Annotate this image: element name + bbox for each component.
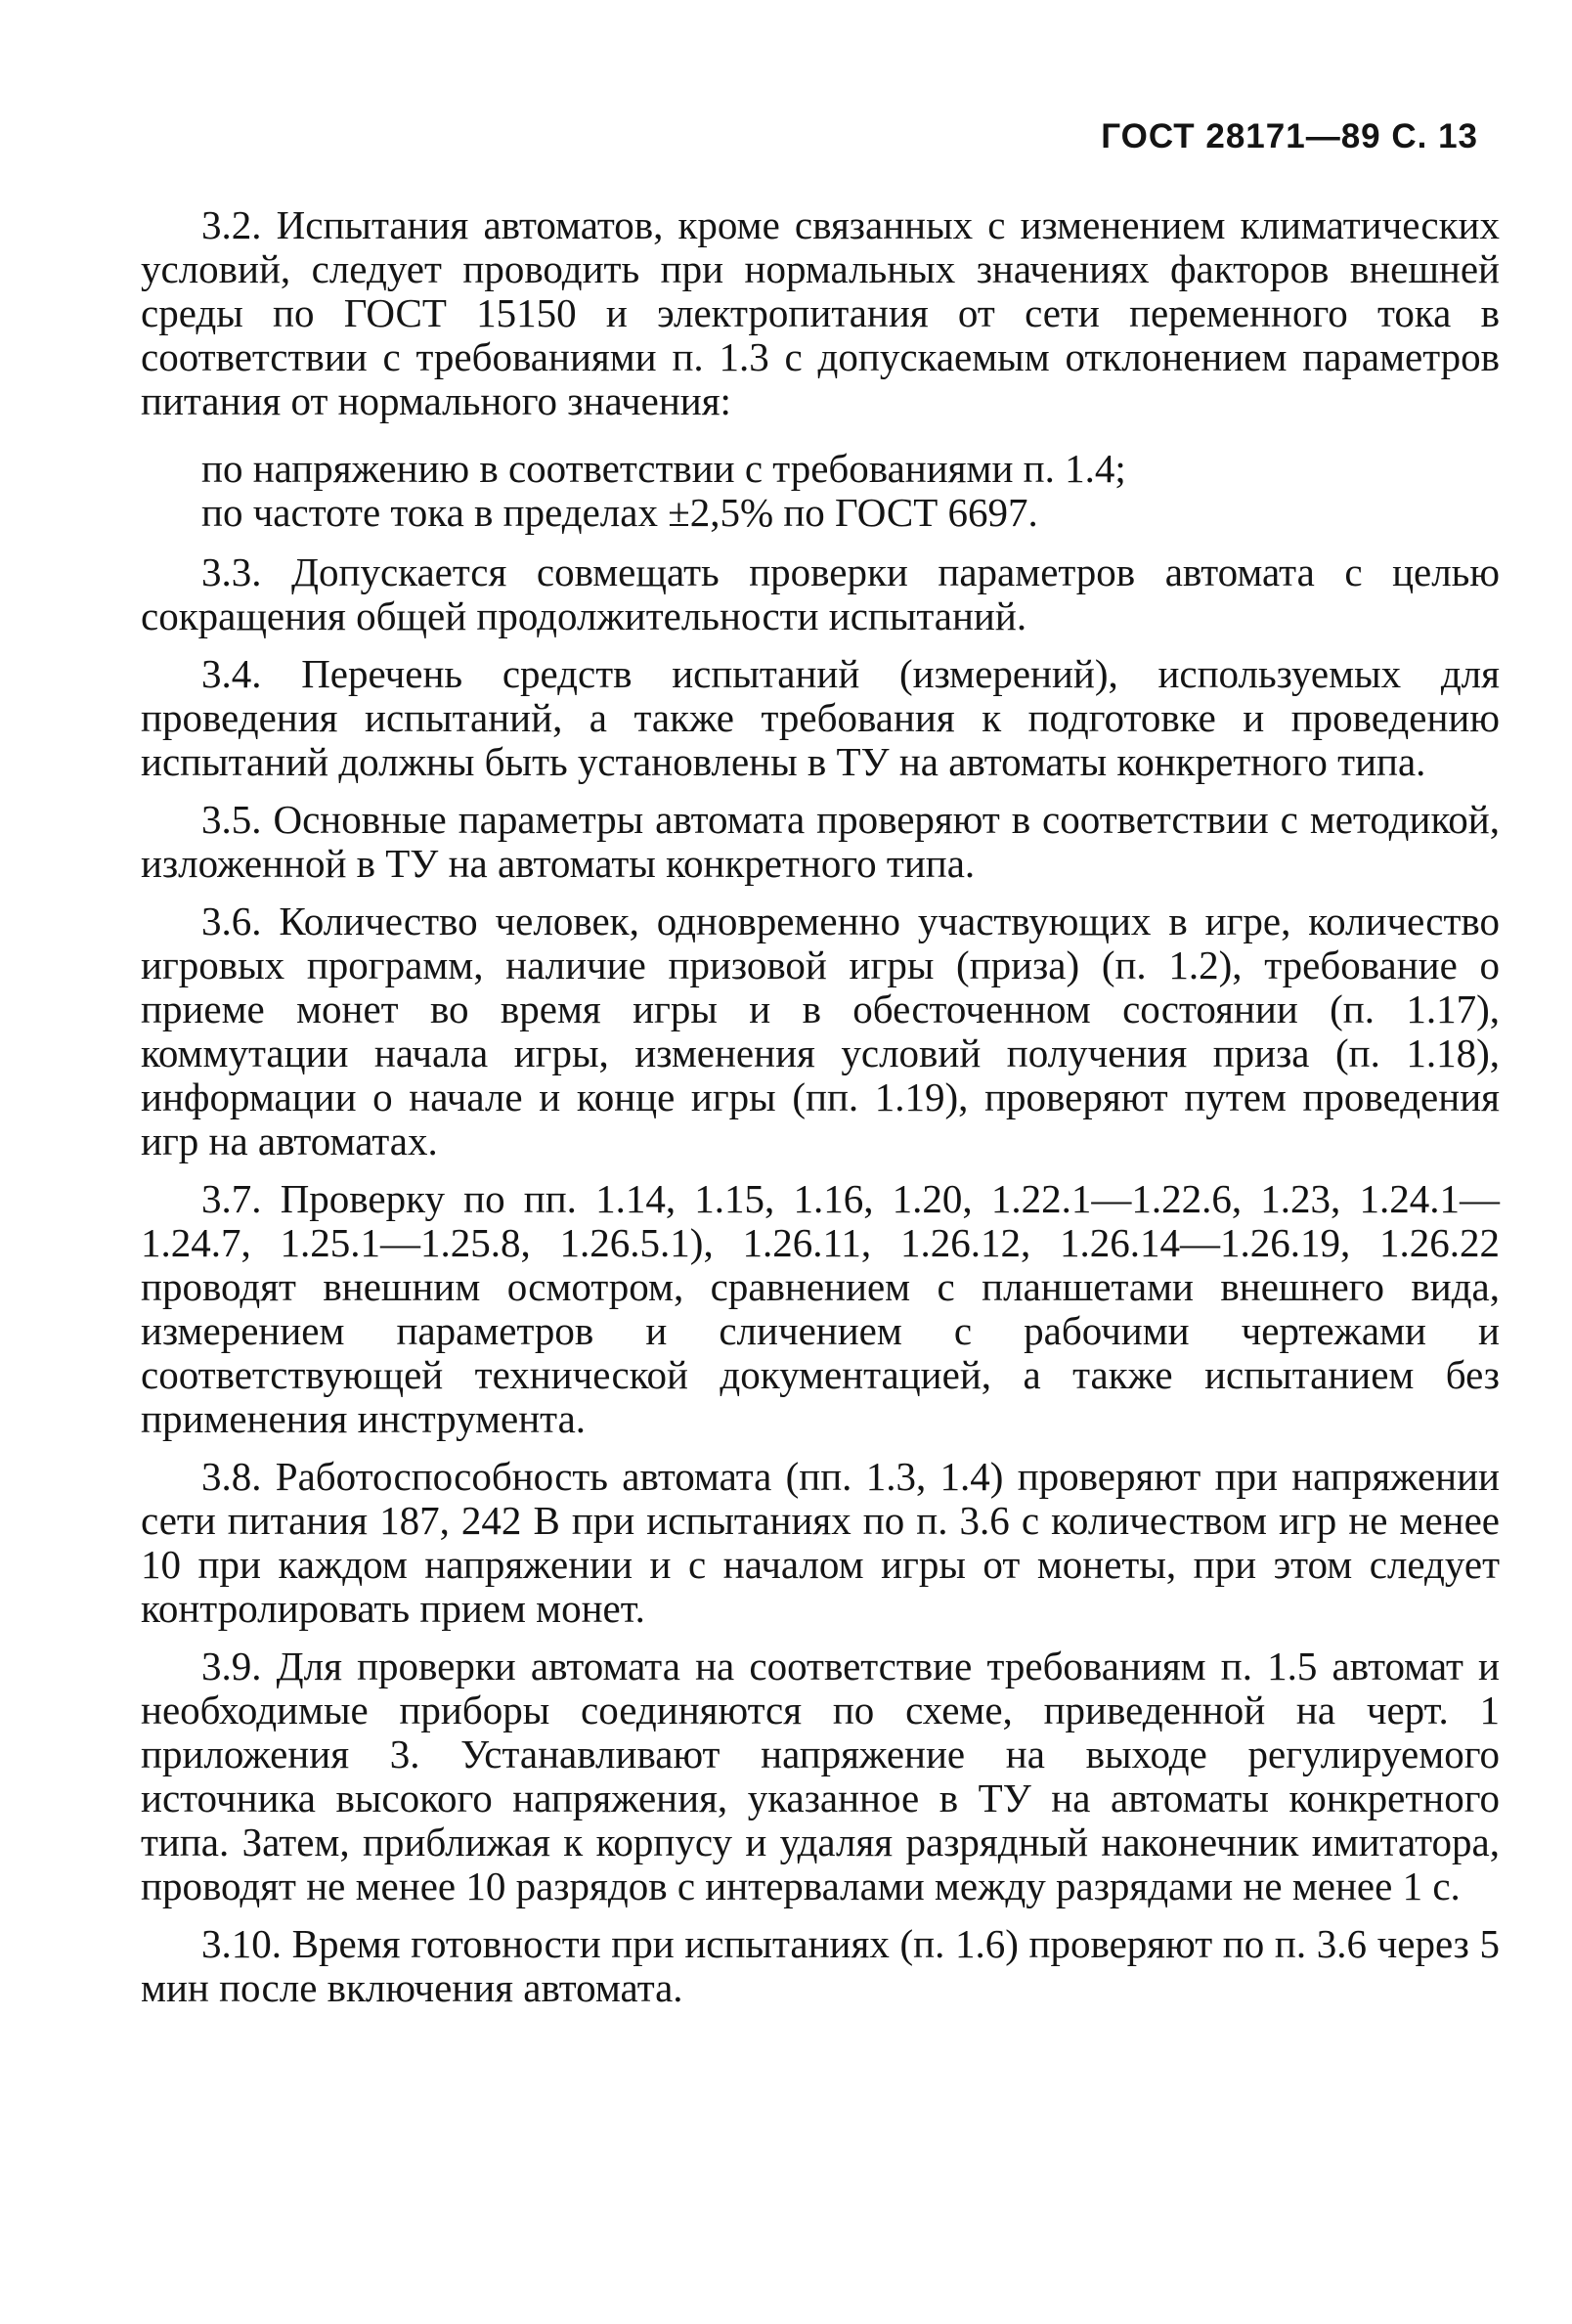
- paragraph-3-5: 3.5. Основные параметры автомата проверяют в соответствии с методикой, изложенной в ТУ на автоматы конкретного типа.: [141, 797, 1500, 886]
- paragraph-3-7: 3.7. Проверку по пп. 1.14, 1.15, 1.16, 1.20, 1.22.1—1.22.6, 1.23, 1.24.1—1.24.7, 1.25.1—1.25.8, 1.26.5.1), 1.26.11, 1.26.12, 1.26.14—1.26.19, 1.26.22 проводят внешним осмотром, сравнением с планшетами внешнего вида, измерением параметров и сличением с рабочими чертежами и соответствующей технической документацией, а также испытанием без применения инструмента.: [141, 1176, 1500, 1441]
- document-body: [141, 203, 1500, 2010]
- paragraph-3-2-voltage: по напряжению в соответствии с требованиями п. 1.4;: [201, 446, 1126, 491]
- paragraph-3-4: 3.4. Перечень средств испытаний (измерений), используемых для проведения испытаний, а также требования к подготовке и проведению испытаний должны быть установлены в ТУ на автоматы конкретного типа.: [141, 651, 1500, 784]
- paragraph-3-2-frequency: по частоте тока в пределах ±2,5% по ГОСТ 6697.: [201, 490, 1038, 535]
- paragraph-3-6: 3.6. Количество человек, одновременно участвующих в игре, количество игровых программ, наличие призовой игры (приза) (п. 1.2), требование о приеме монет во время игры и в обесточенном состоянии (п. 1.17), коммутации начала игры, изменения условий получения приза (п. 1.18), информации о начале и конце игры (пп. 1.19), проверяют путем проведения игр на автоматах.: [141, 899, 1500, 1163]
- paragraph-3-10: 3.10. Время готовности при испытаниях (п. 1.6) проверяют по п. 3.6 через 5 мин после включения автомата.: [141, 1921, 1500, 2010]
- page-header: ГОСТ 28171—89 С. 13: [1101, 117, 1478, 155]
- paragraph-3-9: 3.9. Для проверки автомата на соответствие требованиям п. 1.5 автомат и необходимые приборы соединяются по схеме, приведенной на черт. 1 приложения 3. Устанавливают напряжение на выходе регулируемого источника высокого напряжения, указанное в ТУ на автоматы конкретного типа. Затем, приближая к корпусу и удаляя разрядный наконечник имитатора, проводят не менее 10 разрядов с интервалами между разрядами не менее 1 с.: [141, 1644, 1500, 1908]
- paragraph-3-2: 3.2. Испытания автоматов, кроме связанных с изменением климатических условий, следует проводить при нормальных значениях факторов внешней среды по ГОСТ 15150 и электропитания от сети переменного тока в соответствии с требованиями п. 1.3 с допускаемым отклонением параметров питания от нормального значения:: [141, 202, 1500, 423]
- paragraph-3-3: 3.3. Допускается совмещать проверки параметров автомата с целью сокращения общей продолжительности испытаний.: [141, 549, 1500, 638]
- paragraph-3-8: 3.8. Работоспособность автомата (пп. 1.3, 1.4) проверяют при напряжении сети питания 187, 242 В при испытаниях по п. 3.6 с количеством игр не менее 10 при каждом напряжении и с началом игры от монеты, при этом следует контролировать прием монет.: [141, 1454, 1500, 1631]
